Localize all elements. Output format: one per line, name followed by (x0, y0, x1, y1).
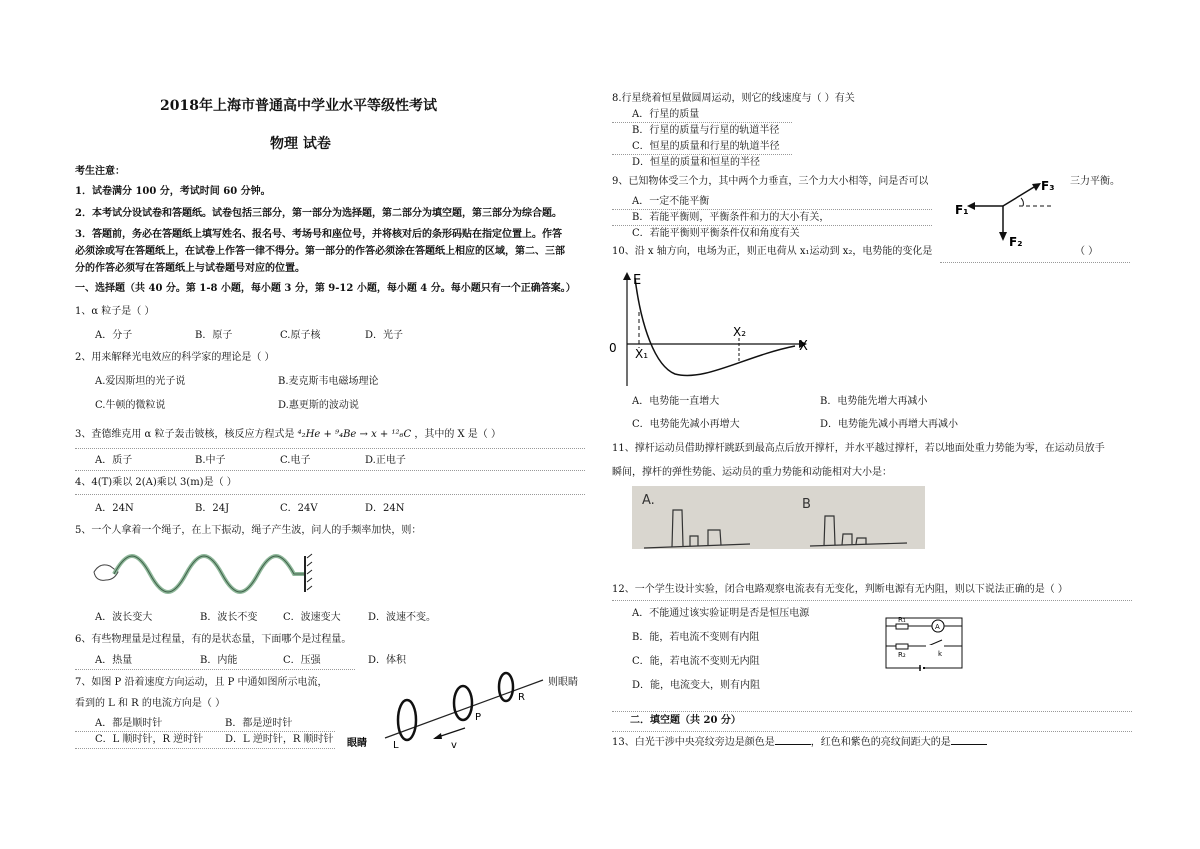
q9-option-a: A．一定不能平衡 (632, 196, 710, 207)
q12-option-d: D．能，电流变大，则有内阻 (632, 680, 761, 691)
divider (75, 748, 335, 749)
q9-stem-end: 三力平衡。 (1070, 176, 1120, 187)
q3-option-a: A．质子 (95, 455, 133, 466)
l-label: L (393, 740, 399, 751)
k-label: k (938, 650, 943, 658)
sketch-b-label: B (802, 497, 811, 512)
q10-option-d: D．电势能先减小再增大再减小 (820, 419, 959, 430)
q12-stem: 12、一个学生设计实验，闭合电路观察电流表有无变化，判断电源有无内阻，则以下说法正确的是（ ） (612, 584, 1068, 595)
q12-option-b: B．能，若电流不变则有内阻 (632, 632, 760, 643)
q1-option-c: C.原子核 (280, 330, 321, 341)
q4-option-b: B．24J (195, 503, 230, 514)
q4-option-c: C．24V (280, 503, 318, 514)
coil-l (398, 700, 416, 740)
q5-option-d: D．波速不变。 (368, 612, 437, 623)
q3-option-d: D.正电子 (365, 455, 406, 466)
q10-blank: （ ） (1075, 246, 1099, 257)
q1-option-d: D．光子 (365, 330, 404, 341)
q3-stem: 3、査德维克用 α 粒子轰击铍核，核反应方程式是 ⁴₂He + ⁹₄Be → x + ¹²₆C ，其中的 X 是（ ） (75, 429, 501, 440)
resistor-r2 (896, 644, 908, 649)
q6-option-d: D．体积 (368, 655, 407, 666)
q9-option-b: B．若能平衡则，平衡条件和力的大小有关， (632, 212, 830, 223)
divider (75, 470, 585, 471)
q10-option-b: B．电势能先增大再减小 (820, 396, 928, 407)
q7-option-a: A．都是顺时针 (95, 718, 163, 729)
divider (75, 731, 335, 732)
q7-option-d: D．L 逆时针，R 顺时针 (225, 734, 334, 745)
q2-option-a: A.爱因斯坦的光子说 (95, 376, 186, 387)
divider (75, 448, 585, 449)
notice-heading: 考生注意： (75, 166, 125, 177)
answer-blank[interactable] (951, 744, 987, 745)
q5-option-c: C．波速变大 (283, 612, 341, 623)
q7-option-c: C．L 顺时针，R 逆时针 (95, 734, 204, 745)
notice-item: 分的作答必须写在答题纸上与试卷题号对应的位置。 (75, 263, 305, 274)
rope-wave (114, 556, 304, 592)
r1-label: R₁ (898, 616, 906, 624)
x1-label: X₁ (635, 347, 649, 361)
q8-option-c: C．恒星的质量和行星的轨道半径 (632, 141, 780, 152)
q3-equation: ⁴₂He + ⁹₄Be → x + ¹²₆C (297, 429, 412, 440)
q7-option-b: B．都是逆时针 (225, 718, 293, 729)
x-axis-label: X (799, 339, 808, 354)
section2-heading: 二．填空题（共 20 分） (630, 715, 741, 726)
x2-label: X₂ (733, 325, 747, 339)
f2-label: F₂ (1009, 235, 1023, 249)
q7-stem-end: 则眼睛 (548, 677, 578, 688)
q6-option-a: A．热量 (95, 655, 133, 666)
coil-p (454, 686, 472, 720)
p-label: P (475, 712, 482, 723)
exam-title: 2018年上海市普通高中学业水平等级性考试 (160, 98, 437, 114)
rope-wave-figure (92, 550, 322, 600)
q1-option-a: A．分子 (95, 330, 133, 341)
sketch-a-label: A. (642, 493, 655, 508)
q4-option-a: A．24N (95, 503, 134, 514)
r-label: R (518, 692, 525, 703)
f1-label: F₁ (955, 203, 969, 217)
q8-option-b: B．行星的质量与行星的轨道半径 (632, 125, 780, 136)
notice-item: 必须涂或写在答题纸上，在试卷上作答一律不得分。第一部分的作答必须涂在答题纸上相应的区域，第二、三部 (75, 246, 565, 257)
divider (612, 731, 1132, 732)
coil-r (499, 673, 513, 701)
q2-stem: 2、用来解释光电效应的科学家的理论是（ ） (75, 352, 275, 363)
q3-option-c: C.电子 (280, 455, 311, 466)
q13-stem: 13、白光干涉中央亮纹旁边是颜色是 ，红色和紫色的亮纹间距大的是 (612, 737, 987, 749)
q5-option-b: B．波长不变 (200, 612, 258, 623)
q6-stem: 6、有些物理量是过程量，有的是状态量，下面哪个是过程量。 (75, 634, 352, 645)
q8-option-d: D．恒星的质量和恒星的半径 (632, 157, 761, 168)
axis-line (385, 680, 543, 738)
eye-label: 眼睛 (347, 738, 367, 749)
v-label: v (451, 740, 457, 751)
q5-option-a: A．波长变大 (95, 612, 153, 623)
coil-figure (345, 672, 545, 752)
q2-option-c: C.牛顿的微粒说 (95, 400, 166, 411)
origin-label: 0 (609, 341, 617, 355)
three-forces-figure (955, 176, 1085, 249)
divider (75, 494, 585, 495)
divider (75, 669, 355, 670)
q7-stem-line2: 看到的 L 和 R 的电流方向是（ ） (75, 698, 226, 709)
q12-option-c: C．能，若电流不变则无内阻 (632, 656, 760, 667)
q10-option-a: A．电势能一直增大 (632, 396, 720, 407)
q8-option-a: A．行星的质量 (632, 109, 700, 120)
q9-stem: 9、已知物体受三个力，其中两个力垂直，三个力大小相等，问是否可以 (612, 176, 929, 187)
q9-option-c: C．若能平衡则平衡条件仅和角度有关 (632, 228, 800, 239)
q4-stem: 4、4(T)乘以 2(A)乘以 3(m)是（ ） (75, 477, 237, 488)
notice-item: 1．试卷满分 100 分，考试时间 60 分钟。 (75, 186, 271, 197)
e-axis-label: E (633, 273, 642, 288)
q7-stem: 7、如图 P 沿着速度方向运动，且 P 中通如图所示电流， (75, 677, 328, 688)
energy-curve (635, 278, 795, 376)
q11-stem: 11、撑杆运动员借助撑杆跳跃到最高点后放开撑杆，并水平越过撑杆，若以地面处重力势能为零，在运动员放手 (612, 443, 1105, 454)
q10-stem: 10、沿 x 轴方向，电场为正，则正电荷从 x₁运动到 x₂，电势能的变化是 (612, 246, 933, 257)
energy-bar-sketch (632, 486, 925, 549)
divider (612, 225, 932, 226)
circuit-figure (882, 612, 972, 677)
answer-blank[interactable] (775, 744, 811, 745)
q10-option-c: C．电势能先减小再增大 (632, 419, 740, 430)
divider (612, 209, 932, 210)
notice-item: 2．本考试分设试卷和答题纸。试卷包括三部分，第一部分为选择题，第二部分为填空题，第三部分为综合题。 (75, 208, 562, 219)
q6-option-b: B．内能 (200, 655, 238, 666)
divider (940, 262, 1130, 263)
r2-label: R₂ (898, 651, 906, 659)
q1-stem: 1、α 粒子是（ ） (75, 306, 155, 317)
divider (612, 600, 1132, 601)
divider (612, 711, 1132, 712)
q2-option-d: D.惠更斯的波动说 (278, 400, 359, 411)
f3-label: F₃ (1041, 179, 1055, 193)
q6-option-c: C．压强 (283, 655, 321, 666)
notice-item: 3．答题前，务必在答题纸上填写姓名、报名号、考场号和座位号，并将核对后的条形码贴在指定位置上。作答 (75, 229, 562, 240)
q2-option-b: B.麦克斯韦电磁场理论 (278, 376, 379, 387)
divider (612, 122, 792, 123)
ammeter-label: A (935, 623, 940, 631)
q12-option-a: A．不能通过该实验证明是否是恒压电源 (632, 608, 810, 619)
q11-stem-line2: 瞬间，撑杆的弹性势能、运动员的重力势能和动能相对大小是： (612, 467, 892, 478)
exam-subtitle: 物理 试卷 (270, 136, 331, 152)
q8-stem: 8.行星绕着恒星做圆周运动，则它的线速度与（ ）有关 (612, 93, 855, 104)
q1-option-b: B．原子 (195, 330, 233, 341)
q5-stem: 5、一个人拿着一个绳子，在上下振动，绳子产生波，问人的手频率加快，则： (75, 525, 422, 536)
section1-heading: 一、选择题（共 40 分。第 1-8 小题，每小题 3 分，第 9-12 小题，每小题 4 分。每小题只有一个正确答案。） (75, 283, 576, 294)
divider (612, 154, 792, 155)
q3-option-b: B.中子 (195, 455, 226, 466)
q4-option-d: D．24N (365, 503, 405, 514)
potential-energy-graph (605, 266, 815, 391)
